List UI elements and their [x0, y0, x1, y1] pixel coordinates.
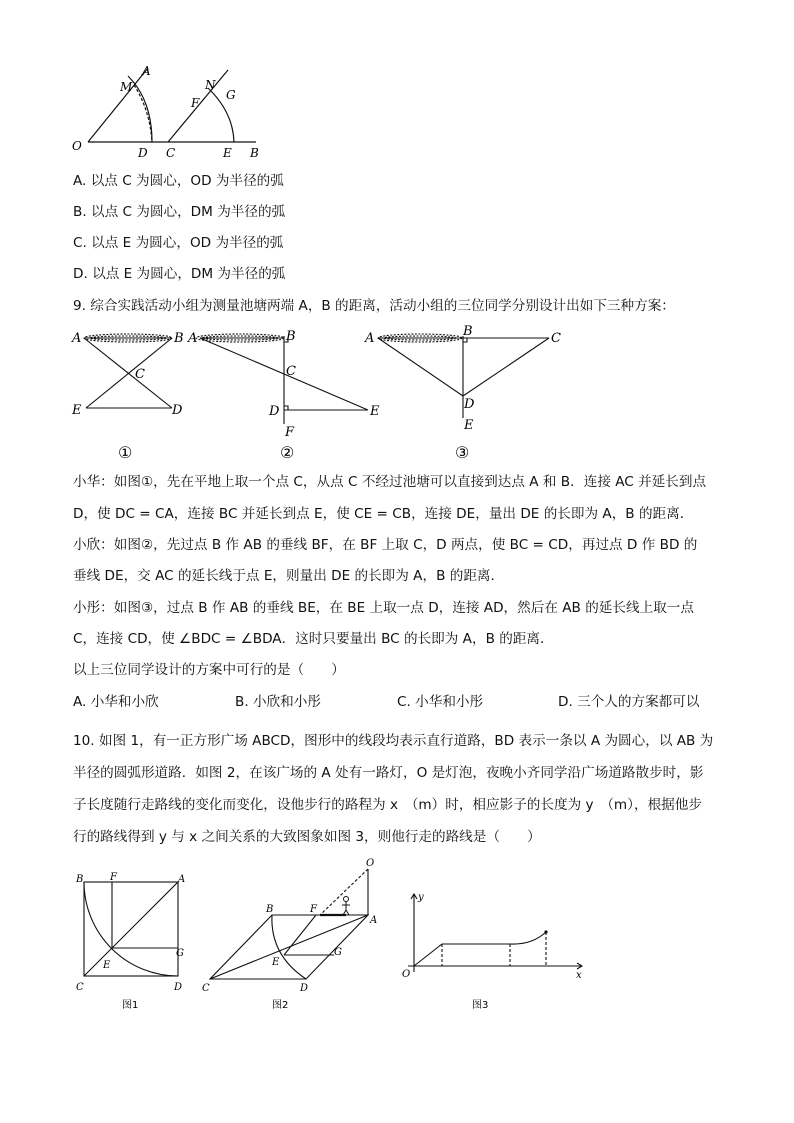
q9-option-c[interactable]	[397, 693, 483, 711]
q10-f2-label-D: D	[300, 983, 309, 994]
q9-f3-CD	[463, 338, 549, 396]
q8-label-F: F	[191, 96, 200, 110]
q9-f1-label-D: D	[172, 403, 183, 418]
q9-question: 以上三位同学设计的方案中可行的是（ ）	[73, 662, 345, 678]
q10-f2-FE	[284, 915, 316, 955]
q8-label-G: G	[226, 88, 236, 102]
q9-f2-label-C: C	[286, 364, 296, 379]
q9-f3-label-A: A	[365, 331, 375, 346]
q10-figure-2	[200, 855, 390, 1020]
q9-f3-label-C: C	[551, 331, 561, 346]
q10-f2-label-E: E	[272, 957, 280, 968]
q10-line4: 行的路线得到 y 与 x 之间关系的大致图象如图 3，则他行走的路线是（ ）	[73, 829, 541, 845]
q9-option-a-text: 小华和小欣	[90, 694, 159, 710]
q9-figure-3	[363, 322, 573, 467]
q8-label-O: O	[72, 139, 82, 153]
q9-option-d-letter: D.	[558, 694, 573, 710]
q9-f3-number: ③	[455, 443, 470, 462]
q9-option-a-letter: A.	[73, 694, 87, 710]
q9-xiaoxin-line2: 垂线 DE，交 AC 的延长线于点 E，则量出 DE 的长即为 A，B 的距离．	[73, 568, 505, 584]
q9-option-b[interactable]	[235, 693, 321, 711]
q8-option-b-letter: B.	[73, 204, 87, 220]
q9-f1-label-E: E	[72, 403, 82, 418]
q9-f2-right-angle-D	[284, 406, 288, 410]
q10-f3-caption: 图3	[472, 1000, 489, 1011]
q9-xiaotong-line2: C，连接 CD，使 ∠BDC = ∠BDA．这时只要量出 BC 的长即为 A，B 的距离．	[73, 631, 554, 647]
q10-figure-3	[396, 886, 596, 1016]
q9-option-c-text: 小华和小彤	[415, 694, 484, 710]
q10-f1-label-A: A	[178, 874, 186, 885]
q8-option-b[interactable]	[73, 203, 285, 221]
q9-xiaohua-line1: 小华：如图①，先在平地上取一个点 C，从点 C 不经过池塘可以直接到达点 A 和 B．连接 AC 并延长到点	[73, 474, 707, 490]
q8-label-A: A	[142, 64, 151, 78]
q9-f1-label-B: B	[174, 331, 184, 346]
q9-xiaotong-line1: 小彤：如图③，过点 B 作 AB 的垂线 BE，在 BE 上取一点 D，连接 AD，然后在 AB 的延长线上取一点	[73, 600, 694, 616]
q8-option-d-text: 以点 E 为圆心，DM 为半径的弧	[92, 266, 286, 282]
q8-label-C: C	[166, 146, 176, 160]
q10-f3-label-x: x	[576, 970, 582, 981]
q9-option-a[interactable]	[73, 693, 159, 711]
q9-f2-label-A: A	[188, 331, 198, 346]
q10-line3: 子长度随行走路线的变化而变化，设他步行的路程为 x （m）时，相应影子的长度为 y （m），根据他步	[73, 797, 702, 813]
q9-f1-label-C: C	[135, 367, 145, 382]
q9-f3-AD	[378, 338, 463, 396]
q10-f3-curve	[414, 932, 546, 966]
q10-f1-label-B: B	[76, 874, 84, 885]
q10-f1-caption: 图1	[122, 1000, 139, 1011]
q10-f2-light-ray	[320, 869, 368, 915]
q8-option-a[interactable]	[73, 172, 284, 190]
q9-xiaoxin-line1: 小欣：如图②，先过点 B 作 AB 的垂线 BF，在 BF 上取 C，D 两点，使 BC = CD，再过点 D 作 BD 的	[73, 537, 698, 553]
q9-f2-label-B: B	[286, 329, 296, 344]
q8-label-B: B	[250, 146, 259, 160]
q9-figure-2	[186, 326, 386, 466]
q8-option-d-letter: D.	[73, 266, 88, 282]
q10-f2-label-B: B	[266, 904, 274, 915]
q10-f1-label-F: F	[110, 872, 117, 883]
q8-label-M: M	[120, 80, 133, 94]
q8-option-a-text: 以点 C 为圆心，OD 为半径的弧	[90, 173, 284, 189]
q9-option-b-text: 小欣和小彤	[252, 694, 321, 710]
q10-f2-label-G: G	[334, 947, 342, 958]
q9-option-b-letter: B.	[235, 694, 249, 710]
q9-option-c-letter: C.	[397, 694, 411, 710]
q9-f2-number: ②	[280, 443, 295, 462]
q9-f2-label-F: F	[285, 425, 295, 440]
q10-f3-endpoint	[544, 930, 547, 933]
q10-f2-caption: 图2	[272, 1000, 289, 1011]
q10-line1: 10. 如图 1，有一正方形广场 ABCD，图形中的线段均表示直行道路，BD 表示一条以 A 为圆心，以 AB 为	[73, 733, 714, 749]
q8-option-c[interactable]	[73, 234, 283, 252]
q10-f2-person-icon	[342, 897, 350, 916]
q8-figure	[68, 62, 278, 162]
q8-label-E: E	[223, 146, 232, 160]
q9-f2-label-D: D	[269, 404, 280, 419]
q9-f3-label-D: D	[464, 397, 475, 412]
q10-f2-label-O: O	[366, 858, 375, 869]
q9-f1-number: ①	[118, 443, 133, 462]
q9-figure-1	[68, 326, 198, 466]
q10-f2-label-A: A	[370, 915, 378, 926]
q8-option-d[interactable]	[73, 265, 285, 283]
q10-f2-AC	[210, 915, 368, 979]
q8-option-a-letter: A.	[73, 173, 87, 189]
q10-f1-label-D: D	[174, 982, 183, 993]
q8-line-OA	[88, 68, 148, 142]
q10-f1-label-C: C	[76, 982, 84, 993]
q8-option-b-text: 以点 C 为圆心，DM 为半径的弧	[90, 204, 286, 220]
q8-label-D: D	[138, 146, 148, 160]
q9-option-d-text: 三个人的方案都可以	[577, 694, 700, 710]
q9-f3-label-B: B	[463, 324, 473, 339]
q10-f1-label-G: G	[176, 948, 184, 959]
q8-label-N: N	[205, 78, 216, 92]
q9-stem: 9. 综合实践活动小组为测量池塘两端 A，B 的距离，活动小组的三位同学分别设计出如下三种方案：	[73, 298, 675, 314]
q9-f2-label-E: E	[370, 404, 380, 419]
q10-f2-label-F: F	[310, 904, 317, 915]
q10-f3-label-O: O	[402, 969, 411, 980]
q10-f2-label-C: C	[202, 983, 210, 994]
q10-line2: 半径的圆弧形道路．如图 2，在该广场的 A 处有一路灯，O 是灯泡，夜晚小齐同学沿广场道路散步时，影	[73, 765, 704, 781]
q9-xiaohua-line2: D，使 DC = CA，连接 BC 并延长到点 E，使 CE = CB，连接 DE，量出 DE 的长即为 A，B 的距离．	[73, 506, 694, 522]
q10-f1-label-E: E	[103, 960, 111, 971]
q9-f3-label-E: E	[464, 418, 474, 433]
q10-f1-AC	[84, 882, 178, 976]
q8-option-c-text: 以点 E 为圆心，OD 为半径的弧	[91, 235, 284, 251]
q8-option-c-letter: C.	[73, 235, 87, 251]
q10-figure-1	[72, 868, 202, 1018]
q9-f1-label-A: A	[72, 331, 82, 346]
q10-f3-label-y: y	[418, 892, 424, 903]
q9-option-d[interactable]	[558, 693, 699, 711]
